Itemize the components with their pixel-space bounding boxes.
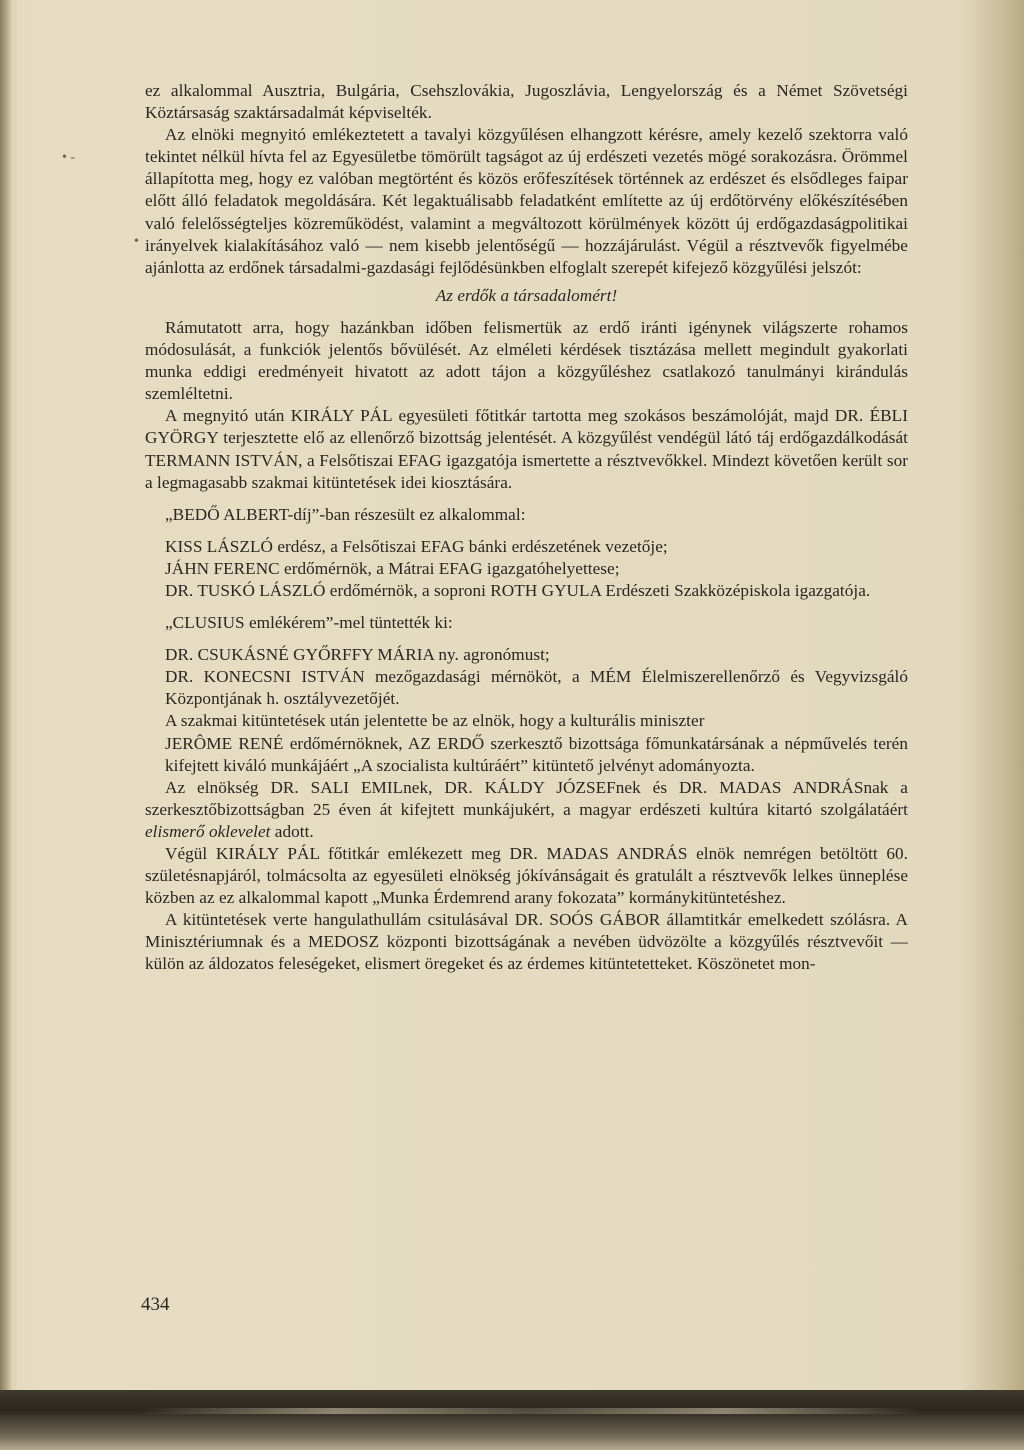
list-item: DR. CSUKÁSNÉ GYŐRFFY MÁRIA ny. agronómust; <box>165 645 550 665</box>
list-item: JÁHN FERENC erdőmérnök, a Mátrai EFAG igazgatóhelyettese; <box>165 558 620 578</box>
binding-shadow <box>0 0 12 1390</box>
paragraph-text: adott. <box>270 821 314 841</box>
page-number: 434 <box>141 1294 170 1315</box>
culture-award <box>145 733 908 777</box>
margin-mark: • - <box>62 150 76 165</box>
body-text <box>145 80 908 976</box>
margin-mark: • <box>134 234 139 249</box>
scan-blur <box>140 1408 920 1414</box>
list-item: KISS LÁSZLÓ erdész, a Felsőtiszai EFAG bánki erdészetének vezetője; <box>165 536 668 556</box>
paragraph: JERÔME RENÉ erdőmérnöknek, AZ ERDŐ szerkesztő bizottsága főmunkatársának a népművelés terén kifejtett kiváló munkájáért „A szocialista kultúráért” kitüntető jelvényt adományozta. <box>165 733 908 775</box>
scan-edge <box>0 1390 1024 1450</box>
award-heading: „CLUSIUS emlékérem”-mel tüntették ki: <box>165 613 453 633</box>
paragraph: A kitüntetések verte hangulathullám csitulásával DR. SOÓS GÁBOR államtitkár emelkedett szólásra. A Minisztériumnak és a MEDOSZ központi bizottságának a nevében üdvözölte a közgyűlés résztvevőit — külön az áldozatos feleségeket, elismert öregeket és az érdemes kitüntetetteket. Köszönetet mon- <box>145 910 908 974</box>
clusius-award-list <box>145 612 908 710</box>
emphasis: elismerő oklevelet <box>145 821 271 841</box>
bedo-award-list <box>145 504 908 602</box>
paragraph: Végül KIRÁLY PÁL főtitkár emlékezett meg DR. MADAS ANDRÁS elnök nemrégen betöltött 60. születésnapjáról, tolmácsolta az egyesületi elnökség jókívánságait és gratulált a résztvevők lelkes ünneplése közben az ez alkalommal kapott „Munka Érdemrend arany fokozata” kormánykitüntetéshez. <box>145 844 908 908</box>
list-item: DR. KONECSNI ISTVÁN mezőgazdasági mérnököt, a MÉM Élelmiszerellenőrző és Vegyvizsgáló Központjának h. osztályvezetőjét. <box>165 667 908 709</box>
paragraph: A megnyitó után KIRÁLY PÁL egyesületi főtitkár tartotta meg szokásos beszámolóját, majd DR. ÉBLI GYÖRGY terjesztette elő az ellenőrző bizottság jelentését. A közgyűlést vendégül látó táj erdőgazdálkodását TERMANN ISTVÁN, a Felsőtiszai EFAG igazgatója ismertette a résztvevőkkel. Mindezt követően került sor a legmagasabb szakmai kitüntetések idei kiosztására. <box>145 406 908 492</box>
paragraph: Rámutatott arra, hogy hazánkban időben felismertük az erdő iránti igénynek világszerte rohamos módosulását, a funkciók jelentős bővülését. Az elméleti kérdések tisztázása mellett megindult gyakorlati munka eddigi eredményeit hivatott az adott tájon a közgyűléshez csatlakozó tanulmányi kirándulás szemléltetni. <box>145 317 908 404</box>
paragraph: ez alkalommal Ausztria, Bulgária, Csehszlovákia, Jugoszlávia, Lengyelország és a Német Szövetségi Köztársaság szaktársadalmát képviselték. <box>145 81 908 123</box>
motto: Az erdők a társadalomért! <box>435 285 618 305</box>
list-item: DR. TUSKÓ LÁSZLÓ erdőmérnök, a soproni ROTH GYULA Erdészeti Szakközépiskola igazgatója. <box>165 580 871 600</box>
paragraph: Az elnöki megnyitó emlékeztetett a tavalyi közgyűlésen elhangzott kérésre, amely kezelő szektorra való tekintet nélkül hívta fel az Egyesületbe tömörült tagságot az új erdészeti vezetés mögé sorakozásra. Örömmel állapította meg, hogy ez valóban megtörtént és közös erőfeszítések történnek az erdészet és elsődleges faipar előtt álló feladatok megoldására. Két legaktuálisabb feladatként említette az új erdőtörvény előkészítésében való felelősségteljes közreműködést, valamint a megváltozott körülmények között új erdőgazdaságpolitikai irányelvek kialakításához való — nem kisebb jelentőségű — hozzájárulást. Végül a résztvevők figyelmébe ajánlotta az erdőnek társadalmi-gazdasági fejlődésünkben elfoglalt szerepét kifejező közgyűlési jelszót: <box>145 125 908 277</box>
paragraph <box>145 777 908 843</box>
award-heading: „BEDŐ ALBERT-díj”-ban részesült ez alkalommal: <box>165 504 526 524</box>
paragraph: A szakmai kitüntetések után jelentette be az elnök, hogy a kulturális miniszter <box>165 711 705 731</box>
paragraph-text: Az elnökség DR. SALI EMILnek, DR. KÁLDY JÓZSEFnek és DR. MADAS ANDRÁSnak a szerkesztőbizottságban 25 éven át kifejtett munkájukért, a magyar erdészeti kultúra kitartó szolgálatáért <box>145 777 908 819</box>
